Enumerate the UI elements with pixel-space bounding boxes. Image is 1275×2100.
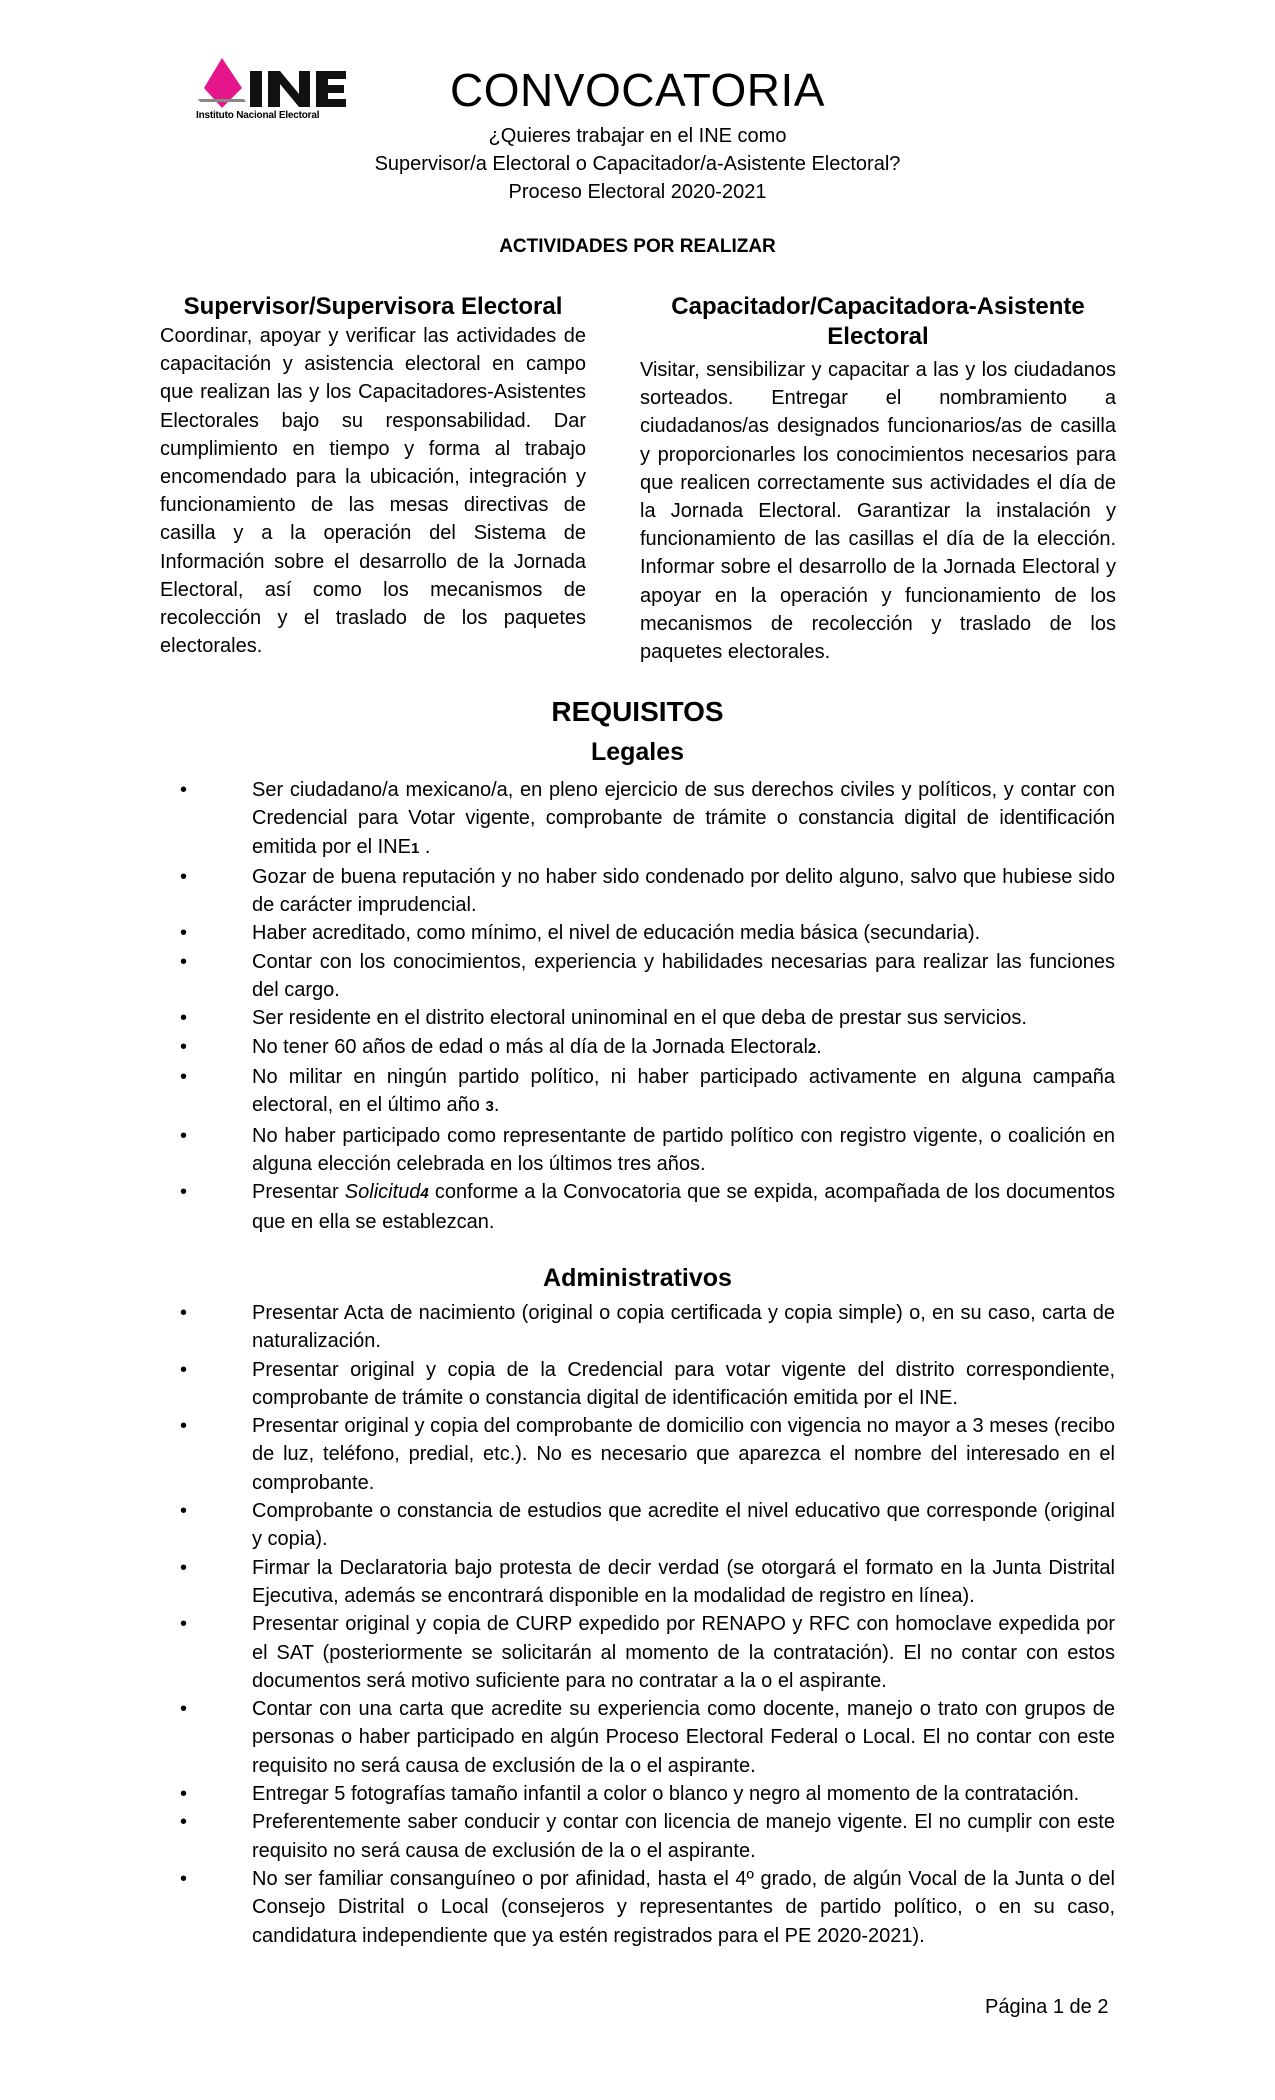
bullet-icon: •: [180, 1007, 188, 1030]
bullet-icon: •: [180, 1698, 188, 1721]
list-item: • Preferentemente saber conducir y contar con licencia de manejo vigente. El no cumplir con este requisito no será causa de exclusión de la o el aspirante.: [160, 1808, 1115, 1865]
list-item: • Presentar Solicitud4 conforme a la Convocatoria que se expida, acompañada de los documentos que en ella se establezcan.: [160, 1178, 1115, 1237]
footnote-marker: 3: [485, 1098, 494, 1116]
list-item: • Gozar de buena reputación y no haber sido condenado por delito alguno, salvo que hubiese sido de carácter imprudencial.: [160, 863, 1115, 920]
ine-logo-caption: Instituto Nacional Electoral: [196, 110, 320, 121]
list-item: • No ser familiar consanguíneo o por afinidad, hasta el 4º grado, de algún Vocal de la Junta o del Consejo Distrital o Local (consejeros y representantes de partido político, o en su caso, candidatura independiente que ya estén registrados para el PE 2020-2021).: [160, 1865, 1115, 1950]
bullet-icon: •: [180, 1035, 188, 1058]
legales-list: [160, 776, 1115, 1237]
page-title: CONVOCATORIA: [450, 64, 825, 116]
bullet-icon: •: [180, 865, 188, 888]
administrativos-list: [160, 1299, 1115, 1950]
bullet-icon: •: [180, 1613, 188, 1636]
list-item: • Contar con una carta que acredite su experiencia como docente, manejo o trato con grupos de personas o haber participado en algún Proceso Electoral Federal o Local. El no contar con este requisito no será causa de exclusión de la o el aspirante.: [160, 1695, 1115, 1780]
list-item: • Presentar original y copia de CURP expedido por RENAPO y RFC con homoclave expedida por el SAT (posteriormente se solicitarán al momento de la contratación). El no contar con estos documentos será motivo suficiente para no contratar a la o el aspirante.: [160, 1610, 1115, 1695]
list-item: • Firmar la Declaratoria bajo protesta de decir verdad (se otorgará el formato en la Junta Distrital Ejecutiva, además se encontrará disponible en la modalidad de registro en línea).: [160, 1554, 1115, 1611]
list-item: • Contar con los conocimientos, experiencia y habilidades necesarias para realizar las funciones del cargo.: [160, 948, 1115, 1005]
footnote-marker: 1: [410, 839, 420, 857]
legales-heading: Legales: [590, 738, 685, 766]
subtitle-line: Proceso Electoral 2020-2021: [508, 181, 767, 203]
bullet-icon: •: [180, 1065, 188, 1088]
capacitador-description: Visitar, sensibilizar y capacitar a las y los ciudadanos sorteados. Entregar el nombramiento a ciudadanos/as designados funcionarios/as de casilla y proporcionarles los conocimientos necesarios para que realicen correctamente sus actividades el día de la Jornada Electoral. Garantizar la instalación y funcionamiento de las casillas el día de la elección. Informar sobre el desarrollo de la Jornada Electoral y apoyar en la operación y funcionamiento de los mecanismos de recolección y traslado de los paquetes electorales.: [640, 359, 1116, 664]
page-number: Página 1 de 2: [985, 1996, 1109, 2018]
subtitle-line: Supervisor/a Electoral o Capacitador/a-Asistente Electoral?: [374, 153, 901, 175]
list-item: • Ser residente en el distrito electoral uninominal en el que deba de prestar sus servicios.: [160, 1004, 1115, 1032]
list-item: • No haber participado como representante de partido político con registro vigente, o coalición en alguna elección celebrada en los últimos tres años.: [160, 1122, 1115, 1179]
bullet-icon: •: [180, 1358, 188, 1381]
bullet-icon: •: [180, 1556, 188, 1579]
supervisor-description: Coordinar, apoyar y verificar las actividades de capacitación y asistencia electoral en campo que realizan las y los Capacitadores-Asistentes Electorales bajo su responsabilidad. Dar cumplimiento en tiempo y forma al trabajo encomendado para la ubicación, integración y funcionamiento de las mesas directivas de casilla y a la operación del Sistema de Información sobre el desarrollo de la Jornada Electoral, así como los mecanismos de recolección y el traslado de los paquetes electorales.: [160, 325, 586, 658]
supervisor-column: [160, 292, 586, 660]
bullet-icon: •: [180, 1302, 188, 1324]
list-item: • No tener 60 años de edad o más al día de la Jornada Electoral2.: [160, 1033, 1115, 1063]
bullet-icon: •: [180, 1181, 188, 1204]
bullet-icon: •: [180, 1415, 188, 1438]
supervisor-heading: Supervisor/Supervisora Electoral: [183, 293, 563, 320]
administrativos-heading: Administrativos: [543, 1264, 732, 1292]
bullet-icon: •: [180, 779, 188, 801]
bullet-icon: •: [180, 1867, 188, 1890]
footnote-marker: 2: [807, 1039, 817, 1057]
bullet-icon: •: [180, 1783, 188, 1806]
capacitador-column: [640, 292, 1116, 666]
capacitador-heading: Capacitador/Capacitadora-Asistente Electoral: [671, 293, 1085, 350]
requirements-title: REQUISITOS: [551, 696, 724, 727]
bullet-icon: •: [180, 1500, 188, 1523]
list-item: • Presentar original y copia de la Credencial para votar vigente del distrito correspondiente, comprobante de trámite o constancia digital de identificación emitida por el INE.: [160, 1356, 1115, 1413]
bullet-icon: •: [180, 1811, 188, 1834]
list-item: • Ser ciudadano/a mexicano/a, en pleno ejercicio de sus derechos civiles y políticos, y contar con Credencial para Votar vigente, comprobante de trámite o constancia digital de identificación emitida por el INE1 .: [160, 776, 1115, 863]
subtitle-line: ¿Quieres trabajar en el INE como: [488, 125, 787, 147]
bullet-icon: •: [180, 922, 188, 945]
footnote-marker: 4: [420, 1185, 429, 1203]
list-item: • Presentar Acta de nacimiento (original o copia certificada y copia simple) o, en su caso, carta de naturalización.: [160, 1299, 1115, 1356]
solicitud-term: Solicitud: [344, 1181, 421, 1204]
list-item: • Entregar 5 fotografías tamaño infantil a color o blanco y negro al momento de la contratación.: [160, 1780, 1115, 1808]
list-item: • No militar en ningún partido político, ni haber participado activamente en alguna campaña electoral, en el último año 3.: [160, 1063, 1115, 1122]
list-item: • Comprobante o constancia de estudios que acredite el nivel educativo que corresponde (original y copia).: [160, 1497, 1115, 1554]
list-item: • Haber acreditado, como mínimo, el nivel de educación media básica (secundaria).: [160, 919, 1115, 947]
activities-section-title: ACTIVIDADES POR REALIZAR: [499, 236, 776, 257]
list-item: • Presentar original y copia del comprobante de domicilio con vigencia no mayor a 3 meses (recibo de luz, teléfono, predial, etc.). No es necesario que aparezca el nombre del interesado en el comprobante.: [160, 1412, 1115, 1497]
bullet-icon: •: [180, 950, 188, 973]
bullet-icon: •: [180, 1124, 188, 1147]
